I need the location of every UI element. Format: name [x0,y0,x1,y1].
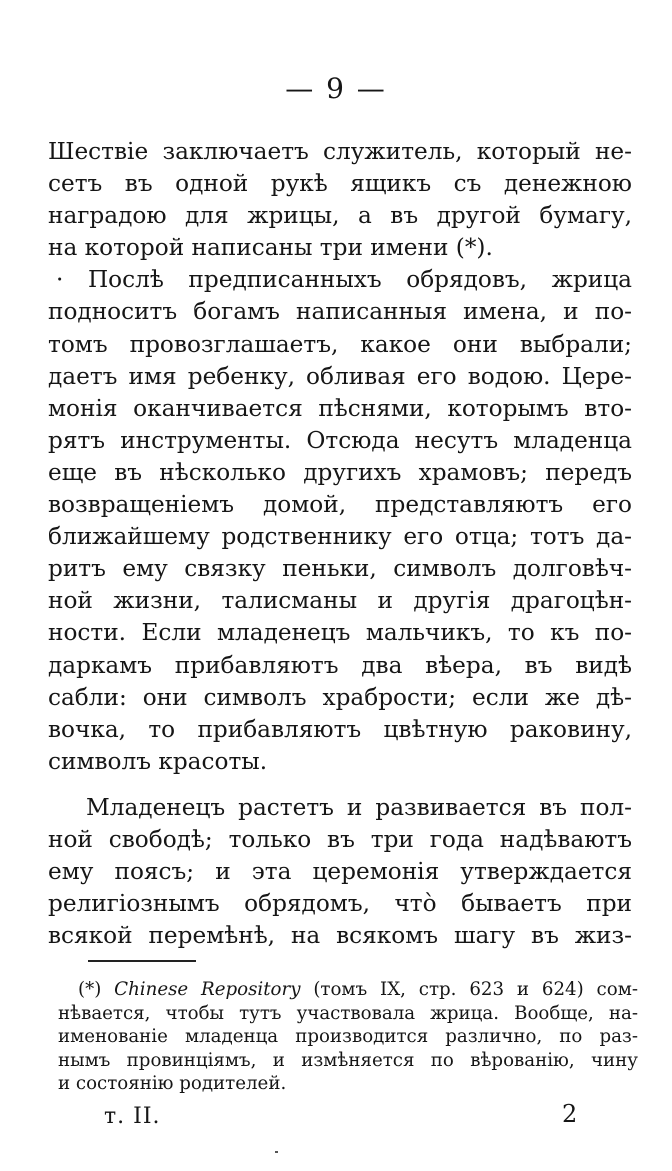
footnote [58,978,638,1096]
text-line: всякой перемѣнѣ, на всякомъ шагу въ жиз- [48,922,632,950]
footnote-marker: (*) [78,979,115,1000]
text-line: ности. Если младенецъ мальчикъ, то къ по- [48,619,632,647]
paragraph-gap [48,778,632,792]
volume-signature: т. II. [104,1104,161,1129]
text-line: томъ провозглашаетъ, какое они выбрали; [48,330,632,358]
footnote-source-title: Chinese Repository [114,979,301,1000]
page-number: — 9 — [285,72,387,105]
footnote-line: и состоянію родителей. [58,1073,287,1094]
paragraph [48,264,632,778]
print-speck [275,1151,278,1153]
text-line: вочка, то прибавляютъ цвѣтную раковину, [48,715,632,743]
text-line: даркамъ прибавляютъ два вѣера, въ видѣ [48,651,632,679]
footnote-rule [88,960,196,962]
text-line: символъ красоты. [48,747,268,775]
text-line: Шествіе заключаетъ служитель, который не- [48,138,632,165]
text-line: ной свободѣ; только въ три года надѣваютъ [48,825,632,853]
footnote-line: именованіе младенца производится различно, по раз- [58,1026,638,1047]
sheet-number: 2 [562,1100,578,1128]
text-line: сетъ въ одной рукѣ ящикъ съ денежною [48,170,632,198]
text-line: на которой написаны три имени (*). [48,234,493,262]
text-line: наградою для жрицы, а въ другой бумагу, [48,202,632,230]
text-line: еще въ нѣсколько другихъ храмовъ; передъ [48,458,632,486]
footnote-line [58,978,638,1002]
paragraph [48,792,632,952]
text-line: религіознымъ обрядомъ, что̀ бываетъ при [48,890,632,918]
text-line: ближайшему родственнику его отца; тотъ да- [48,523,632,551]
text-line: даетъ имя ребенку, обливая его водою. Цере- [48,362,632,390]
paragraph [48,136,632,264]
text-line: возвращеніемъ домой, представляютъ его [48,491,632,519]
text-line: рятъ инструменты. Отсюда несутъ младенца [48,426,632,454]
text-line: ему поясъ; и эта церемонія утверждается [48,858,632,886]
text-line: подноситъ богамъ написанныя имена, и по- [48,298,632,326]
footnote-line: нѣвается, чтобы тутъ участвовала жрица. Вообще, на- [58,1002,638,1024]
text-line: Младенецъ растетъ и развивается въ пол- [86,793,632,821]
text-line: · Послѣ предписанныхъ обрядовъ, жрица [56,266,632,294]
footnote-line: нымъ провинціямъ, и измѣняется по вѣрованію, чину [58,1049,638,1071]
text-line: монія оканчивается пѣснями, которымъ вто- [48,394,632,422]
text-line: сабли: они символъ храбрости; если же дѣ- [48,683,632,711]
text-line: ритъ ему связку пеньки, символъ долговѣч- [48,555,632,583]
text-line: ной жизни, талисманы и другія драгоцѣн- [48,587,632,615]
footnote-line-rest: (томъ IX, стр. 623 и 624) сом- [300,979,638,1000]
body-text [48,136,632,952]
